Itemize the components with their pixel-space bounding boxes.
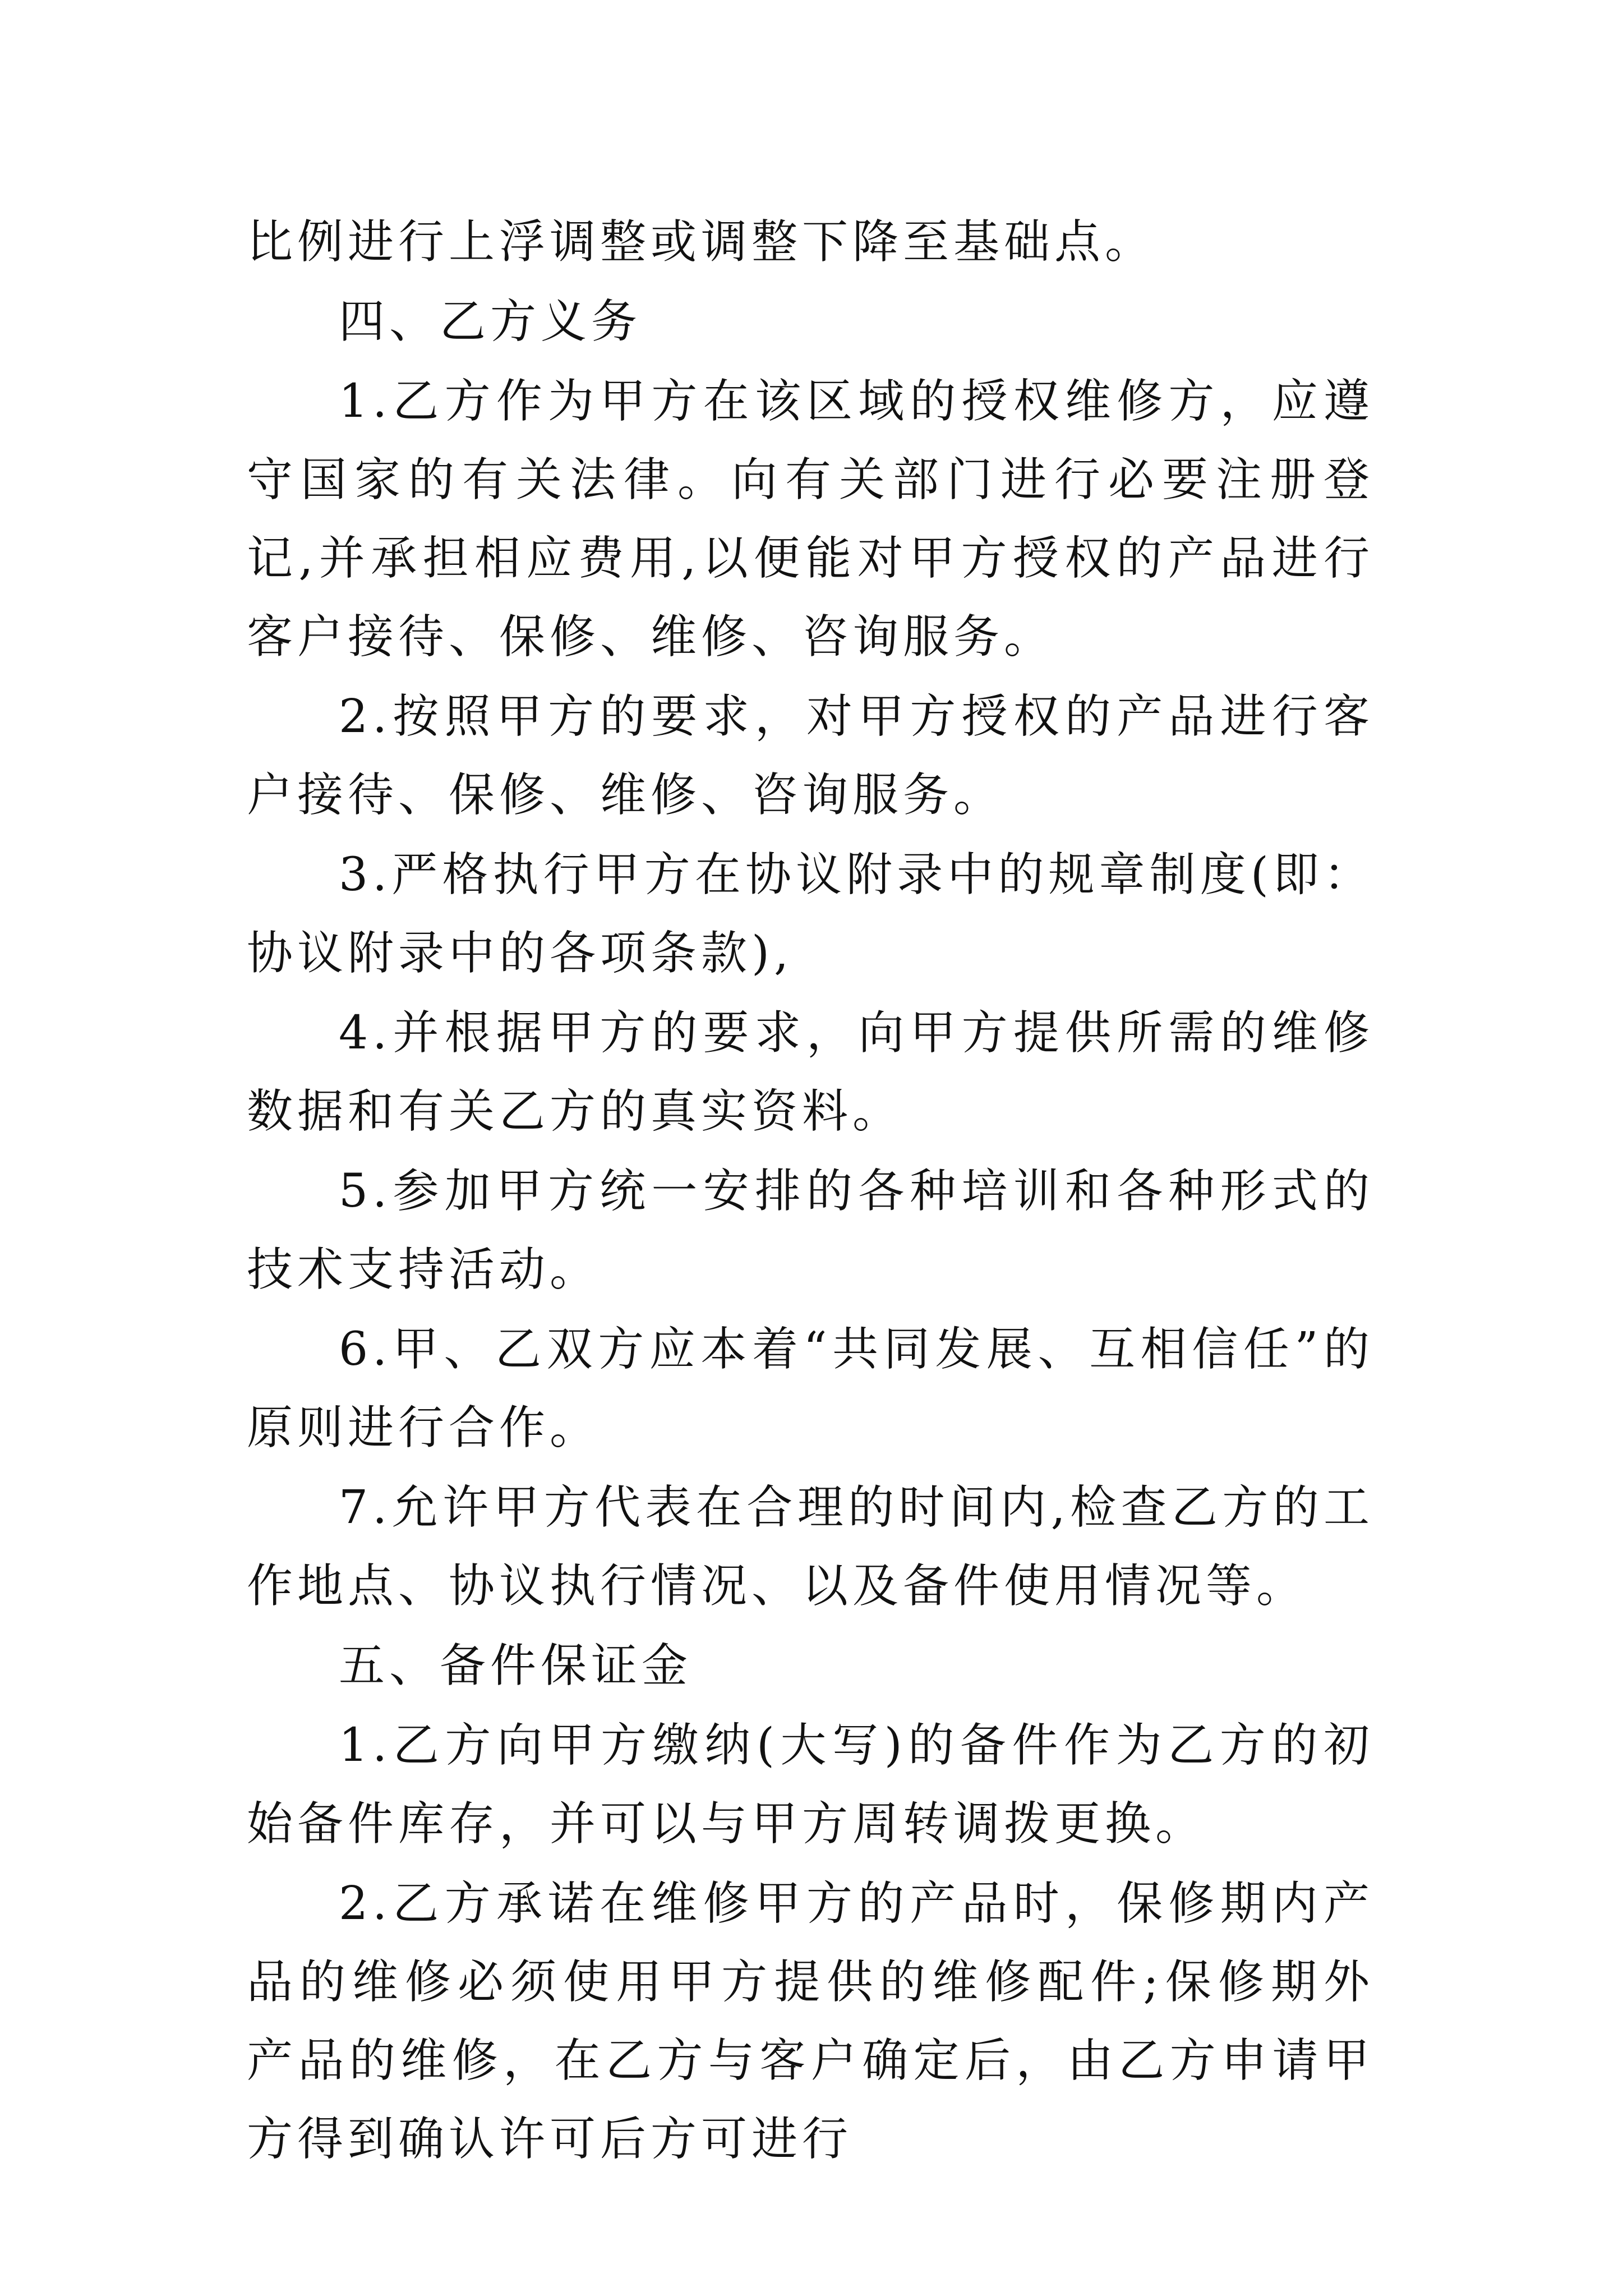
clause-paragraph: 4.并根据甲方的要求，向甲方提供所需的维修数据和有关乙方的真实资料。 (247, 1006, 1374, 1138)
clause-paragraph: 2.按照甲方的要求，对甲方授权的产品进行客户接待、保修、维修、咨询服务。 (247, 690, 1374, 822)
clause-paragraph: 7.允许甲方代表在合理的时间内,检查乙方的工作地点、协议执行情况、以及备件使用情况等。 (247, 1481, 1374, 1613)
clause-paragraph: 6.甲、乙双方应本着“共同发展、互相信任”的原则进行合作。 (247, 1323, 1374, 1455)
section-heading-party-b-obligations: 四、乙方义务 (339, 295, 642, 348)
clause-paragraph: 1.乙方作为甲方在该区域的授权维修方，应遵守国家的有关法律。向有关部门进行必要注册登记,并承担相应费用,以便能对甲方授权的产品进行客户接待、保修、维修、咨询服务。 (247, 375, 1374, 664)
clause-paragraph: 5.参加甲方统一安排的各种培训和各种形式的技术支持活动。 (247, 1165, 1374, 1296)
clause-paragraph: 1.乙方向甲方缴纳(大写)的备件作为乙方的初始备件库存，并可以与甲方周转调拨更换。 (247, 1719, 1374, 1851)
clause-paragraph: 2.乙方承诺在维修甲方的产品时，保修期内产品的维修必须使用甲方提供的维修配件;保修期外产品的维修，在乙方与客户确定后，由乙方申请甲方得到确认许可后方可进行 (247, 1877, 1374, 2166)
clause-paragraph: 3.严格执行甲方在协议附录中的规章制度(即：协议附录中的各项条款), (247, 848, 1374, 980)
paragraph-continuation: 比例进行上浮调整或调整下降至基础点。 (247, 215, 1156, 269)
section-heading-spare-parts-deposit: 五、备件保证金 (339, 1639, 693, 1692)
document-body (247, 203, 1374, 2180)
